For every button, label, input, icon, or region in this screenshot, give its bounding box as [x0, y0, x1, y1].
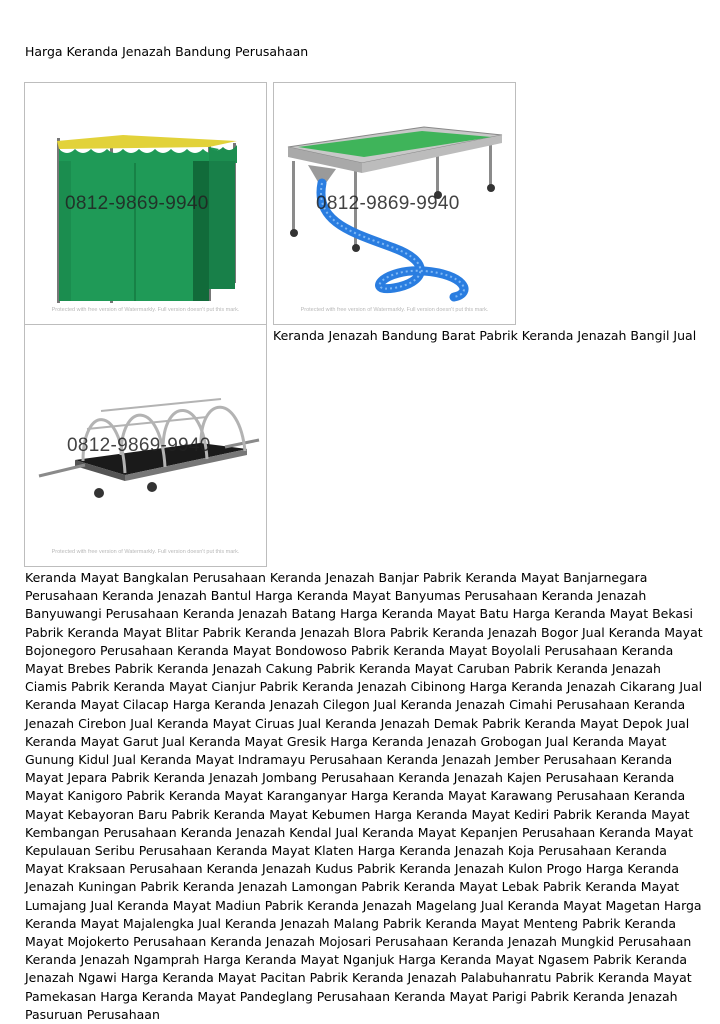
- watermark: Protected with free version of Watermarkly. Full version doesn't put this mark.: [51, 307, 240, 313]
- photo-stretcher: [24, 324, 267, 567]
- watermark: Protected with free version of Watermarkly. Full version doesn't put this mark.: [51, 549, 240, 555]
- body-paragraph: Keranda Mayat Bangkalan Perusahaan Keranda Jenazah Banjar Pabrik Keranda Mayat Banjarnegara Perusahaan Keranda Jenazah Bantul Harga Keranda Mayat Banyumas Perusahaan Keranda Jenazah Banyuwangi Perusahaan Keranda Jenazah Batang Harga Keranda Mayat Batu Harga Keranda Mayat Bekasi Pabrik Keranda Mayat Blitar Pabrik Keranda Jenazah Blora Pabrik Keranda Jenazah Bogor Jual Keranda Mayat Bojonegoro Perusahaan Keranda Mayat Bondowoso Pabrik Keranda Mayat Boyolali Perusahaan Keranda Mayat Brebes Pabrik Keranda Jenazah Cakung Pabrik Keranda Mayat Caruban Pabrik Keranda Jenazah Ciamis Pabrik Keranda Mayat Cianjur Pabrik Keranda Jenazah Cibinong Harga Keranda Jenazah Cikarang Jual Keranda Mayat Cilacap Harga Keranda Jenazah Cilegon Jual Keranda Jenazah Cimahi Perusahaan Keranda Jenazah Cirebon Jual Keranda Mayat Ciruas Jual Keranda Jenazah Demak Pabrik Keranda Mayat Depok Jual Keranda Mayat Garut Jual Keranda Mayat Gresik Harga Keranda Jenazah Grobogan Jual Keranda Mayat Gunung Kidul Jual Keranda Mayat Indramayu Perusahaan Keranda Jenazah Jember Perusahaan Keranda Mayat Jepara Pabrik Keranda Jenazah Jombang Perusahaan Keranda Jenazah Kajen Perusahaan Keranda Mayat Kanigoro Pabrik Keranda Mayat Karanganyar Harga Keranda Mayat Karawang Perusahaan Keranda Mayat Kebayoran Baru Pabrik Keranda Mayat Kebumen Harga Keranda Mayat Kediri Pabrik Keranda Mayat Kembangan Perusahaan Keranda Jenazah Kendal Jual Keranda Mayat Kepanjen Perusahaan Keranda Mayat Kepulauan Seribu Perusahaan Keranda Mayat Klaten Harga Keranda Jenazah Koja Perusahaan Keranda Mayat Kraksaan Perusahaan Keranda Jenazah Kudus Pabrik Keranda Jenazah Kulon Progo Harga Keranda Jenazah Kuningan Pabrik Keranda Jenazah Lamongan Pabrik Keranda Mayat Lebak Pabrik Keranda Mayat Lumajang Jual Keranda Mayat Madiun Pabrik Keranda Jenazah Magelang Jual Keranda Mayat Magetan Harga Keranda Mayat Majalengka Jual Keranda Jenazah Malang Pabrik Keranda Mayat Menteng Pabrik Keranda Mayat Mojokerto Perusahaan Keranda Jenazah Mojosari Perusahaan Keranda Jenazah Mungkid Perusahaan Keranda Jenazah Ngamprah Harga Keranda Mayat Nganjuk Harga Keranda Mayat Ngasem Pabrik Keranda Jenazah Ngawi Harga Keranda Mayat Pacitan Pabrik Keranda Jenazah Palabuhanratu Pabrik Keranda Mayat Pamekasan Harga Keranda Mayat Pandeglang Perusahaan Keranda Mayat Parigi Pabrik Keranda Jenazah Pasuruan Perusahaan: [25, 570, 703, 1022]
- phone-overlay: 0812-9869-9940: [67, 435, 211, 456]
- photo-green-tent: [24, 82, 267, 325]
- phone-overlay: 0812-9869-9940: [65, 193, 209, 214]
- page-title: Harga Keranda Jenazah Bandung Perusahaan: [25, 44, 309, 59]
- image-caption: Keranda Jenazah Bandung Barat Pabrik Keranda Jenazah Bangil Jual: [273, 328, 697, 343]
- watermark: Protected with free version of Watermarkly. Full version doesn't put this mark.: [300, 307, 489, 313]
- photo-washing-table: [273, 82, 516, 325]
- phone-overlay: 0812-9869-9940: [316, 193, 460, 214]
